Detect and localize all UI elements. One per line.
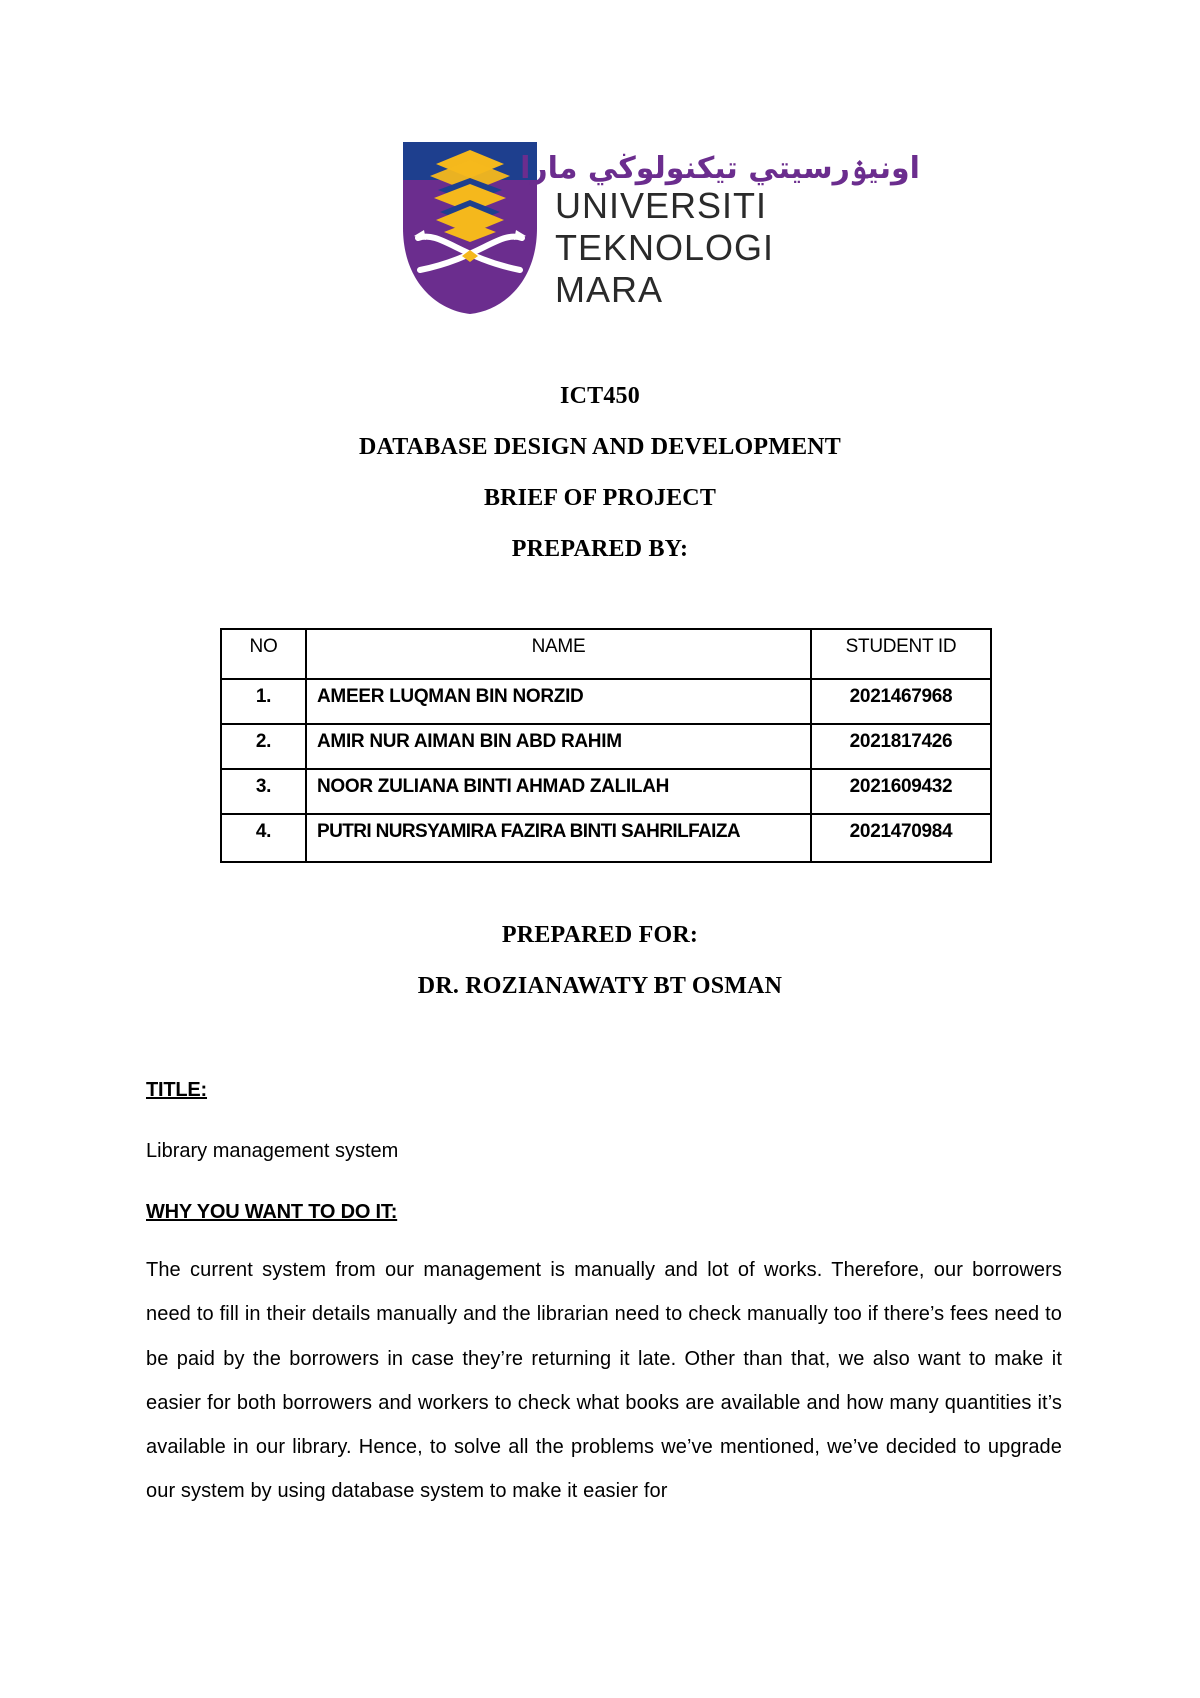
row-number: 1. bbox=[221, 679, 306, 724]
lecturer-name: DR. ROZIANAWATY BT OSMAN bbox=[417, 973, 783, 999]
member-name: NOOR ZULIANA BINTI AHMAD ZALILAH bbox=[306, 769, 811, 814]
row-number: 3. bbox=[221, 769, 306, 814]
members-table bbox=[220, 628, 992, 863]
why-paragraph: The current system from our management is manually and lot of works. Therefore, our borrowers need to fill in their details manually and the librarian need to check manually too if there’s fees need to be paid by the borrowers in case they’re returning it late. Other than that, we also want to make it easier for both borrowers and workers to check what books are available and how many quantities it’s available in our library. Hence, to solve all the problems we’ve mentioned, we’ve decided to upgrade our system by using database system to make it easier for bbox=[146, 1259, 1062, 1503]
table-row bbox=[221, 724, 991, 769]
table-header-row bbox=[221, 629, 991, 679]
table-row bbox=[221, 814, 991, 862]
why-label: WHY YOU WANT TO DO IT: bbox=[146, 1201, 398, 1223]
logo-jawi-text: اونيۏرسيتي تيكنولوڬي مارا bbox=[520, 151, 920, 186]
header-student-id: STUDENT ID bbox=[811, 629, 991, 679]
header-name: NAME bbox=[306, 629, 811, 679]
logo-wordmark-mara: MARA bbox=[555, 269, 664, 310]
title-label: TITLE: bbox=[146, 1079, 208, 1101]
member-name: PUTRI NURSYAMIRA FAZIRA BINTI SAHRILFAIZA bbox=[306, 814, 811, 862]
prepared-for-label: PREPARED FOR: bbox=[501, 922, 699, 948]
course-name: DATABASE DESIGN AND DEVELOPMENT bbox=[358, 434, 842, 460]
row-number: 2. bbox=[221, 724, 306, 769]
course-code: ICT450 bbox=[560, 383, 640, 409]
prepared-by-label: PREPARED BY: bbox=[511, 536, 689, 562]
student-id: 2021467968 bbox=[811, 679, 991, 724]
table-row bbox=[221, 769, 991, 814]
student-id: 2021470984 bbox=[811, 814, 991, 862]
university-logo bbox=[400, 140, 920, 320]
student-id: 2021609432 bbox=[811, 769, 991, 814]
member-name: AMEER LUQMAN BIN NORZID bbox=[306, 679, 811, 724]
header-no: NO bbox=[221, 629, 306, 679]
document-title: BRIEF OF PROJECT bbox=[483, 485, 717, 511]
logo-wordmark-universiti: UNIVERSITI bbox=[555, 185, 768, 226]
table-row bbox=[221, 679, 991, 724]
logo-wordmark-teknologi: TEKNOLOGI bbox=[555, 227, 775, 268]
project-title: Library management system bbox=[146, 1140, 399, 1162]
student-id: 2021817426 bbox=[811, 724, 991, 769]
row-number: 4. bbox=[221, 814, 306, 862]
member-name: AMIR NUR AIMAN BIN ABD RAHIM bbox=[306, 724, 811, 769]
